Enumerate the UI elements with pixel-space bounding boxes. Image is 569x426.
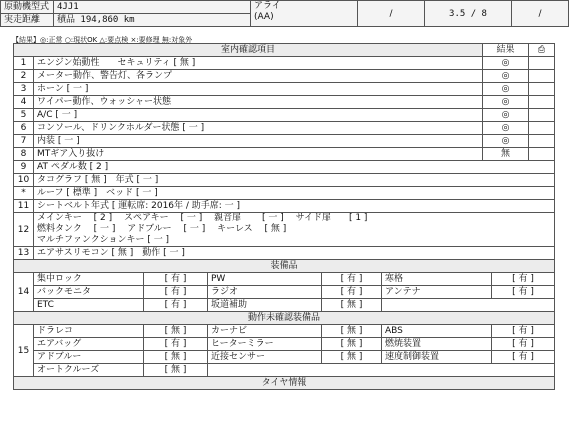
main-table [13,43,555,390]
unc-val: [ 無 ] [322,351,382,364]
equip-label: ETC [34,299,144,312]
mileage-label: 実走距離 [1,14,54,27]
result: ◎ [483,135,529,148]
row-no: 5 [14,109,34,122]
interior-header: 室内確認項目 [14,44,483,57]
row-no: * [14,187,34,200]
unc-val: [ 有 ] [144,338,208,351]
result: ◎ [483,70,529,83]
item: ホーン [ 一 ] [34,83,483,96]
result: ◎ [483,57,529,70]
equip-val: [ 有 ] [322,286,382,299]
equip-val: [ 有 ] [322,273,382,286]
alley-cell [251,1,358,27]
equip-label: アンテナ [382,286,492,299]
item: 内装 [ 一 ] [34,135,483,148]
unc-label: カーナビ [208,325,322,338]
engine-value: 4JJ1 [54,1,251,14]
equip-label: 寒格 [382,273,492,286]
alley-sub: (AA) [254,12,274,22]
unc-label: アドブルー [34,351,144,364]
keys-cell [34,213,555,247]
equip-label: 集中ロック [34,273,144,286]
unc-label: 速度制御装置 [382,351,492,364]
unc-label: オートクルーズ [34,364,144,377]
equip-label: バックモニタ [34,286,144,299]
print-icon[interactable]: ⎙ [529,44,555,57]
row-no: 8 [14,148,34,161]
engine-label: 原動機型式 [1,1,54,14]
slash-1: / [358,1,425,27]
item: エアサスリモコン [ 無 ] 動作 [ 一 ] [34,247,555,260]
item: エンジン始動性 セキュリティ [ 無 ] [34,57,483,70]
unc-val: [ 無 ] [144,351,208,364]
unc-val: [ 有 ] [492,351,555,364]
item: メーター動作、警告灯、各ランプ [34,70,483,83]
equip-val: [ 有 ] [492,273,555,286]
row-no: 13 [14,247,34,260]
equip-val: [ 有 ] [492,286,555,299]
keys-line-2: 燃料タンク [ 一 ] アドブルー [ 一 ] キーレス [ 無 ] [37,224,287,234]
equip-label: PW [208,273,322,286]
unc-label: ヒーターミラー [208,338,322,351]
equip-val: [ 有 ] [144,286,208,299]
result: ◎ [483,83,529,96]
ratio-value: 3.5 / 8 [425,1,512,27]
equip-label: 坂道補助 [208,299,322,312]
item: AT ペダル数 [ 2 ] [34,161,555,174]
result-legend: 【結果】◎:正常 ○:現状OK △:要点検 ×:要修理 無:対象外 [12,36,193,44]
unc-val: [ 有 ] [492,338,555,351]
row-no: 4 [14,96,34,109]
row-no: 12 [14,213,34,247]
item: タコグラフ [ 無 ] 年式 [ 一 ] [34,174,555,187]
equip-label: ラジオ [208,286,322,299]
unc-val: [ 無 ] [144,325,208,338]
unc-label: エアバッグ [34,338,144,351]
item: コンソール、ドリンクホルダー状態 [ 一 ] [34,122,483,135]
equipment-header: 装備品 [14,260,555,273]
unc-label: 近接センサー [208,351,322,364]
row-no: 6 [14,122,34,135]
unc-val: [ 無 ] [322,325,382,338]
item: ルーフ [ 標準 ] ベッド [ 一 ] [34,187,555,200]
equipment-no: 14 [14,273,34,312]
equip-val: [ 有 ] [144,299,208,312]
unc-val: [ 無 ] [322,338,382,351]
result-header: 結果 [483,44,529,57]
row-no: 11 [14,200,34,213]
equip-val: [ 無 ] [322,299,382,312]
item: ワイパー動作、ウォッシャー状態 [34,96,483,109]
result: ◎ [483,109,529,122]
result: ◎ [483,122,529,135]
item: A/C [ 一 ] [34,109,483,122]
alley-label: アライ [254,1,281,11]
equip-val: [ 有 ] [144,273,208,286]
keys-line-1: メインキー [ 2 ] スペアキー [ 一 ] 親音扉 [ 一 ] サイド扉 [ 1 ] [37,213,368,223]
unc-val: [ 無 ] [144,364,208,377]
result: 無 [483,148,529,161]
row-no: 7 [14,135,34,148]
item: シートベルト年式 [ 運転席: 2016年 / 助手席: 一 ] [34,200,555,213]
unc-label: ドラレコ [34,325,144,338]
unc-label: 燃焼装置 [382,338,492,351]
keys-line-3: マルチファンクションキー [ 一 ] [37,235,170,245]
row-no: 9 [14,161,34,174]
result: ◎ [483,96,529,109]
row-no: 3 [14,83,34,96]
mileage-value: 積品 194,860 km [54,14,251,27]
unc-val: [ 有 ] [492,325,555,338]
row-no: 10 [14,174,34,187]
unconfirmed-no: 15 [14,325,34,377]
row-no: 2 [14,70,34,83]
slash-2: / [512,1,569,27]
top-info [0,0,569,25]
item: MTギア入り抜け [34,148,483,161]
unc-label: ABS [382,325,492,338]
unconfirmed-header: 動作未確認装備品 [14,312,555,325]
tire-header: タイヤ情報 [14,377,555,390]
row-no: 1 [14,57,34,70]
